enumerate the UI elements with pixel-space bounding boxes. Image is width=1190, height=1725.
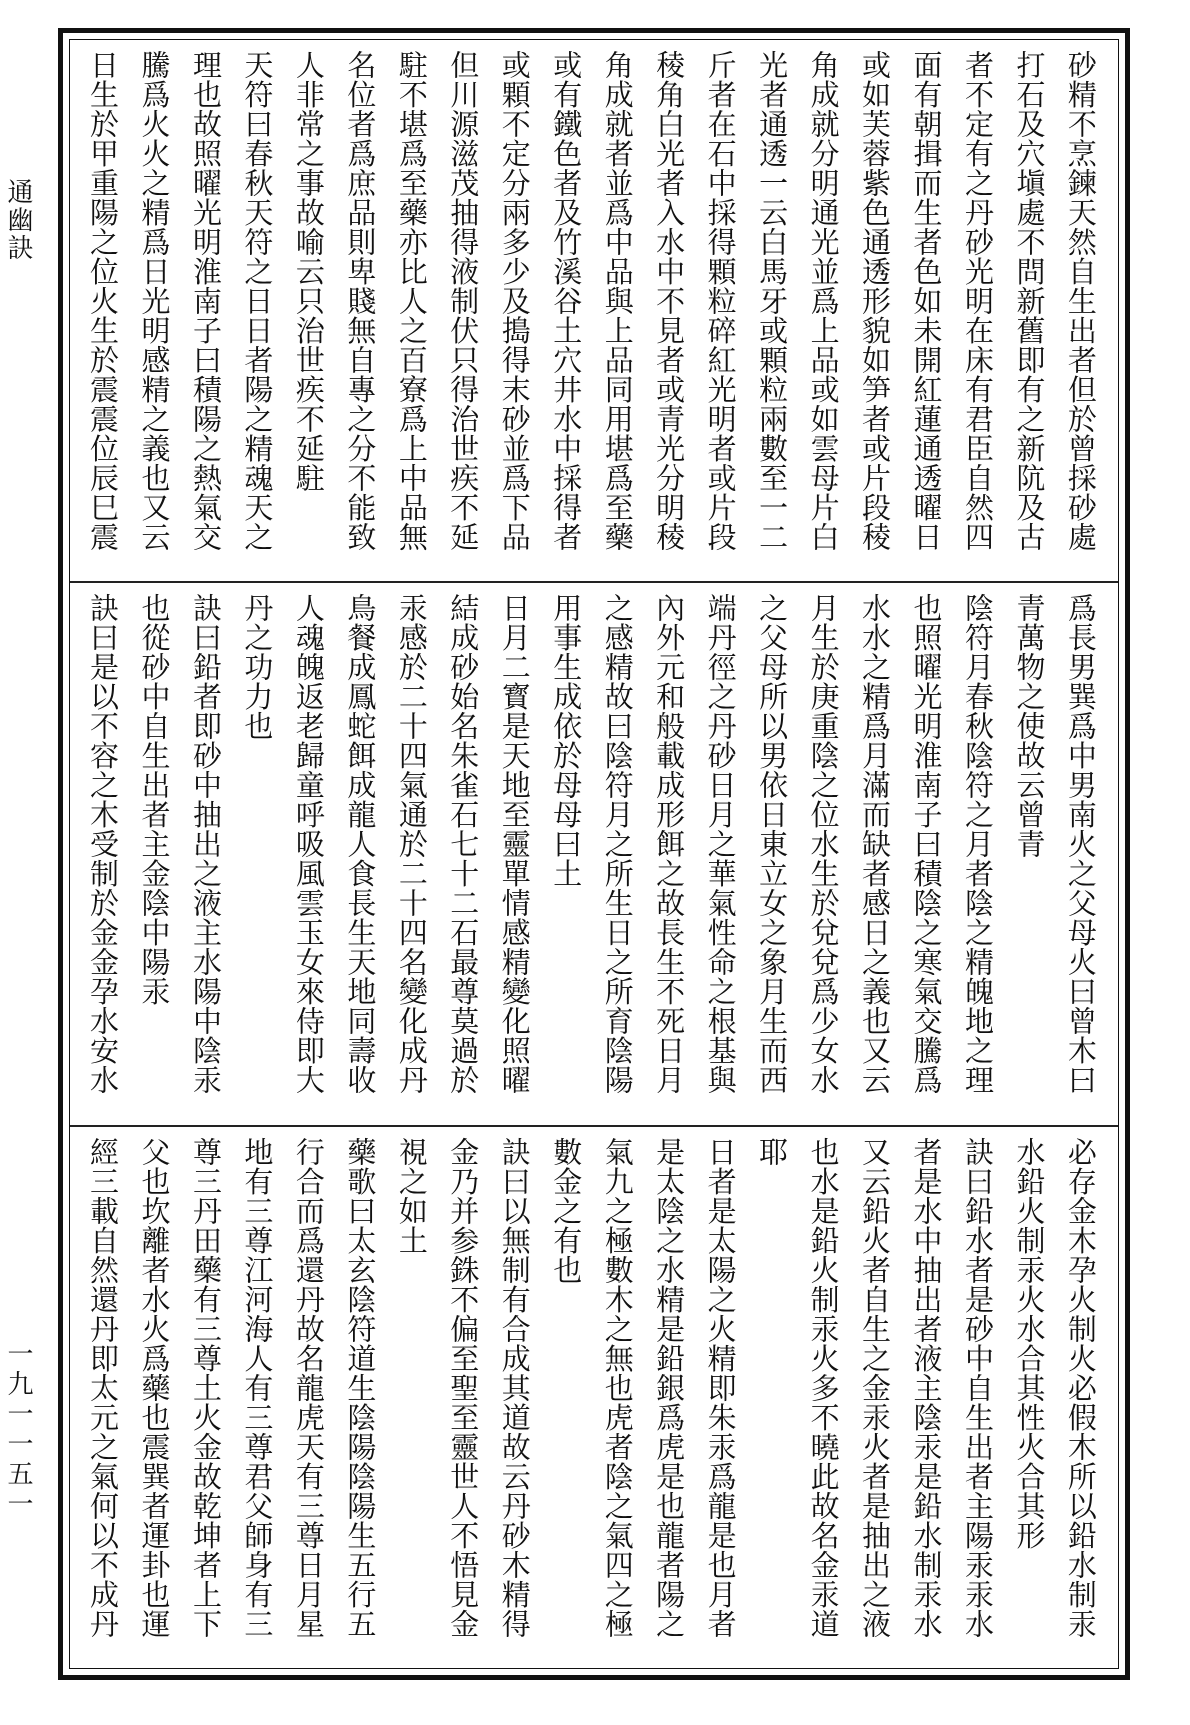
text-column: 騰爲火火之精爲日光明感精之義也又云	[137, 50, 172, 552]
text-column: 尊三丹田藥有三尊土火金故乾坤者上下	[188, 1137, 223, 1639]
text-column: 理也故照曜光明淮南子曰積陽之熱氣交	[188, 50, 223, 552]
text-column: 者是水中抽出者液主陰汞是鉛水制汞水	[909, 1137, 944, 1639]
text-column: 端丹徑之丹砂日月之華氣性命之根基與	[703, 593, 738, 1095]
text-column: 也照曜光明淮南子曰積陰之寒氣交騰爲	[909, 593, 944, 1095]
text-column: 角成就分明通光並爲上品或如雲母片白	[806, 50, 841, 552]
text-block-top	[80, 50, 1104, 573]
page-frame	[58, 28, 1130, 1680]
text-column: 訣曰以無制有合成其道故云丹砂木精得	[497, 1137, 532, 1639]
text-column: 陰符月春秋陰符之月者陰之精魄地之理	[960, 593, 995, 1095]
text-column: 水鉛火制汞火水合其性火合其形	[1012, 1137, 1047, 1550]
text-column: 斤者在石中採得顆粒碎紅光明者或片段	[703, 50, 738, 552]
text-column: 耶	[755, 1137, 790, 1167]
text-column: 金乃并参銖不偏至聖至靈世人不悟見金	[446, 1137, 481, 1639]
text-column: 視之如土	[394, 1137, 429, 1255]
text-column: 或顆不定分兩多少及搗得末砂並爲下品	[497, 50, 532, 552]
text-column: 日生於甲重陽之位火生於震震位辰巳震	[86, 50, 120, 552]
text-column: 日者是太陽之火精即朱汞爲龍是也月者	[703, 1137, 738, 1639]
text-block-middle	[80, 593, 1104, 1119]
text-column: 稜角白光者入水中不見者或青光分明稜	[652, 50, 687, 552]
margin-page-number: 一九一一五一	[3, 1340, 33, 1520]
text-column: 之父母所以男依日東立女之象月生而西	[755, 593, 790, 1095]
register-middle	[70, 581, 1118, 1127]
text-column: 但川源滋茂抽得液制伏只得治世疾不延	[446, 50, 481, 552]
text-column: 天符曰春秋天符之日日者陽之精魂天之	[240, 50, 275, 552]
text-column: 用事生成依於母母曰土	[549, 593, 584, 888]
text-column: 或如芙蓉紫色通透形貌如笋者或片段稜	[858, 50, 893, 552]
text-column: 藥歌曰太玄陰符道生陰陽陰陽生五行五	[343, 1137, 378, 1639]
text-column: 名位者爲庶品則卑賤無自專之分不能致	[343, 50, 378, 552]
text-column: 數金之有也	[549, 1137, 584, 1285]
text-column: 結成砂始名朱雀石七十二石最尊莫過於	[446, 593, 481, 1095]
text-column: 或有鐵色者及竹溪谷土穴井水中採得者	[549, 50, 584, 552]
text-column: 經三載自然還丹即太元之氣何以不成丹	[86, 1137, 120, 1639]
text-column: 角成就者並爲中品與上品同用堪爲至藥	[600, 50, 635, 552]
text-column: 砂精不烹鍊天然自生出者但於曾採砂處	[1063, 50, 1098, 552]
text-column: 丹之功力也	[240, 593, 275, 741]
page-frame-inner	[69, 39, 1119, 1669]
text-column: 必存金木孕火制火必假木所以鉛水制汞	[1063, 1137, 1098, 1639]
text-column: 訣曰是以不容之木受制於金金孕水安水	[86, 593, 120, 1095]
register-top	[70, 40, 1118, 581]
text-column: 青萬物之使故云曾青	[1012, 593, 1047, 859]
text-column: 又云鉛火者自生之金汞火者是抽出之液	[858, 1137, 893, 1639]
margin-book-title: 通幽訣	[3, 178, 33, 262]
text-column: 也從砂中自生出者主金陰中陽汞	[137, 593, 172, 1006]
text-column: 氣九之極數木之無也虎者陰之氣四之極	[600, 1137, 635, 1639]
text-column: 之感精故曰陰符月之所生日之所育陰陽	[600, 593, 635, 1095]
text-column: 水水之精爲月滿而缺者感日之義也又云	[858, 593, 893, 1095]
text-column: 日月二寳是天地至靈單情感精變化照曜	[497, 593, 532, 1095]
text-column: 地有三尊江河海人有三尊君父師身有三	[240, 1137, 275, 1639]
text-column: 父也坎離者水火爲藥也震巽者運卦也運	[137, 1137, 172, 1639]
text-column: 訣曰鉛者即砂中抽出之液主水陽中陰汞	[188, 593, 223, 1095]
text-column: 人非常之事故喻云只治世疾不延駐	[291, 50, 326, 493]
text-column: 面有朝揖而生者色如未開紅蓮通透曜日	[909, 50, 944, 552]
text-column: 光者通透一云白馬牙或顆粒兩數至一二	[755, 50, 790, 552]
text-column: 內外元和般載成形餌之故長生不死日月	[652, 593, 687, 1095]
text-column: 也水是鉛火制汞火多不曉此故名金汞道	[806, 1137, 841, 1639]
register-bottom	[70, 1125, 1118, 1673]
text-column: 月生於庚重陰之位水生於兌兌爲少女水	[806, 593, 841, 1095]
text-column: 汞感於二十四氣通於二十四名變化成丹	[394, 593, 429, 1095]
text-column: 訣曰鉛水者是砂中自生出者主陽汞汞水	[960, 1137, 995, 1639]
text-column: 者不定有之丹砂光明在床有君臣自然四	[960, 50, 995, 552]
text-block-bottom	[80, 1137, 1104, 1665]
text-column: 爲長男巽爲中男南火之父母火曰曾木曰	[1063, 593, 1098, 1095]
text-column: 駐不堪爲至藥亦比人之百寮爲上中品無	[394, 50, 429, 552]
text-column: 人魂魄返老歸童呼吸風雲玉女來侍即大	[291, 593, 326, 1095]
text-column: 是太陰之水精是鉛銀爲虎是也龍者陽之	[652, 1137, 687, 1639]
text-column: 鳥餐成鳳蛇餌成龍人食長生天地同壽收	[343, 593, 378, 1095]
text-column: 行合而爲還丹故名龍虎天有三尊日月星	[291, 1137, 326, 1639]
text-column: 打石及穴塡處不問新舊即有之新阬及古	[1012, 50, 1047, 552]
